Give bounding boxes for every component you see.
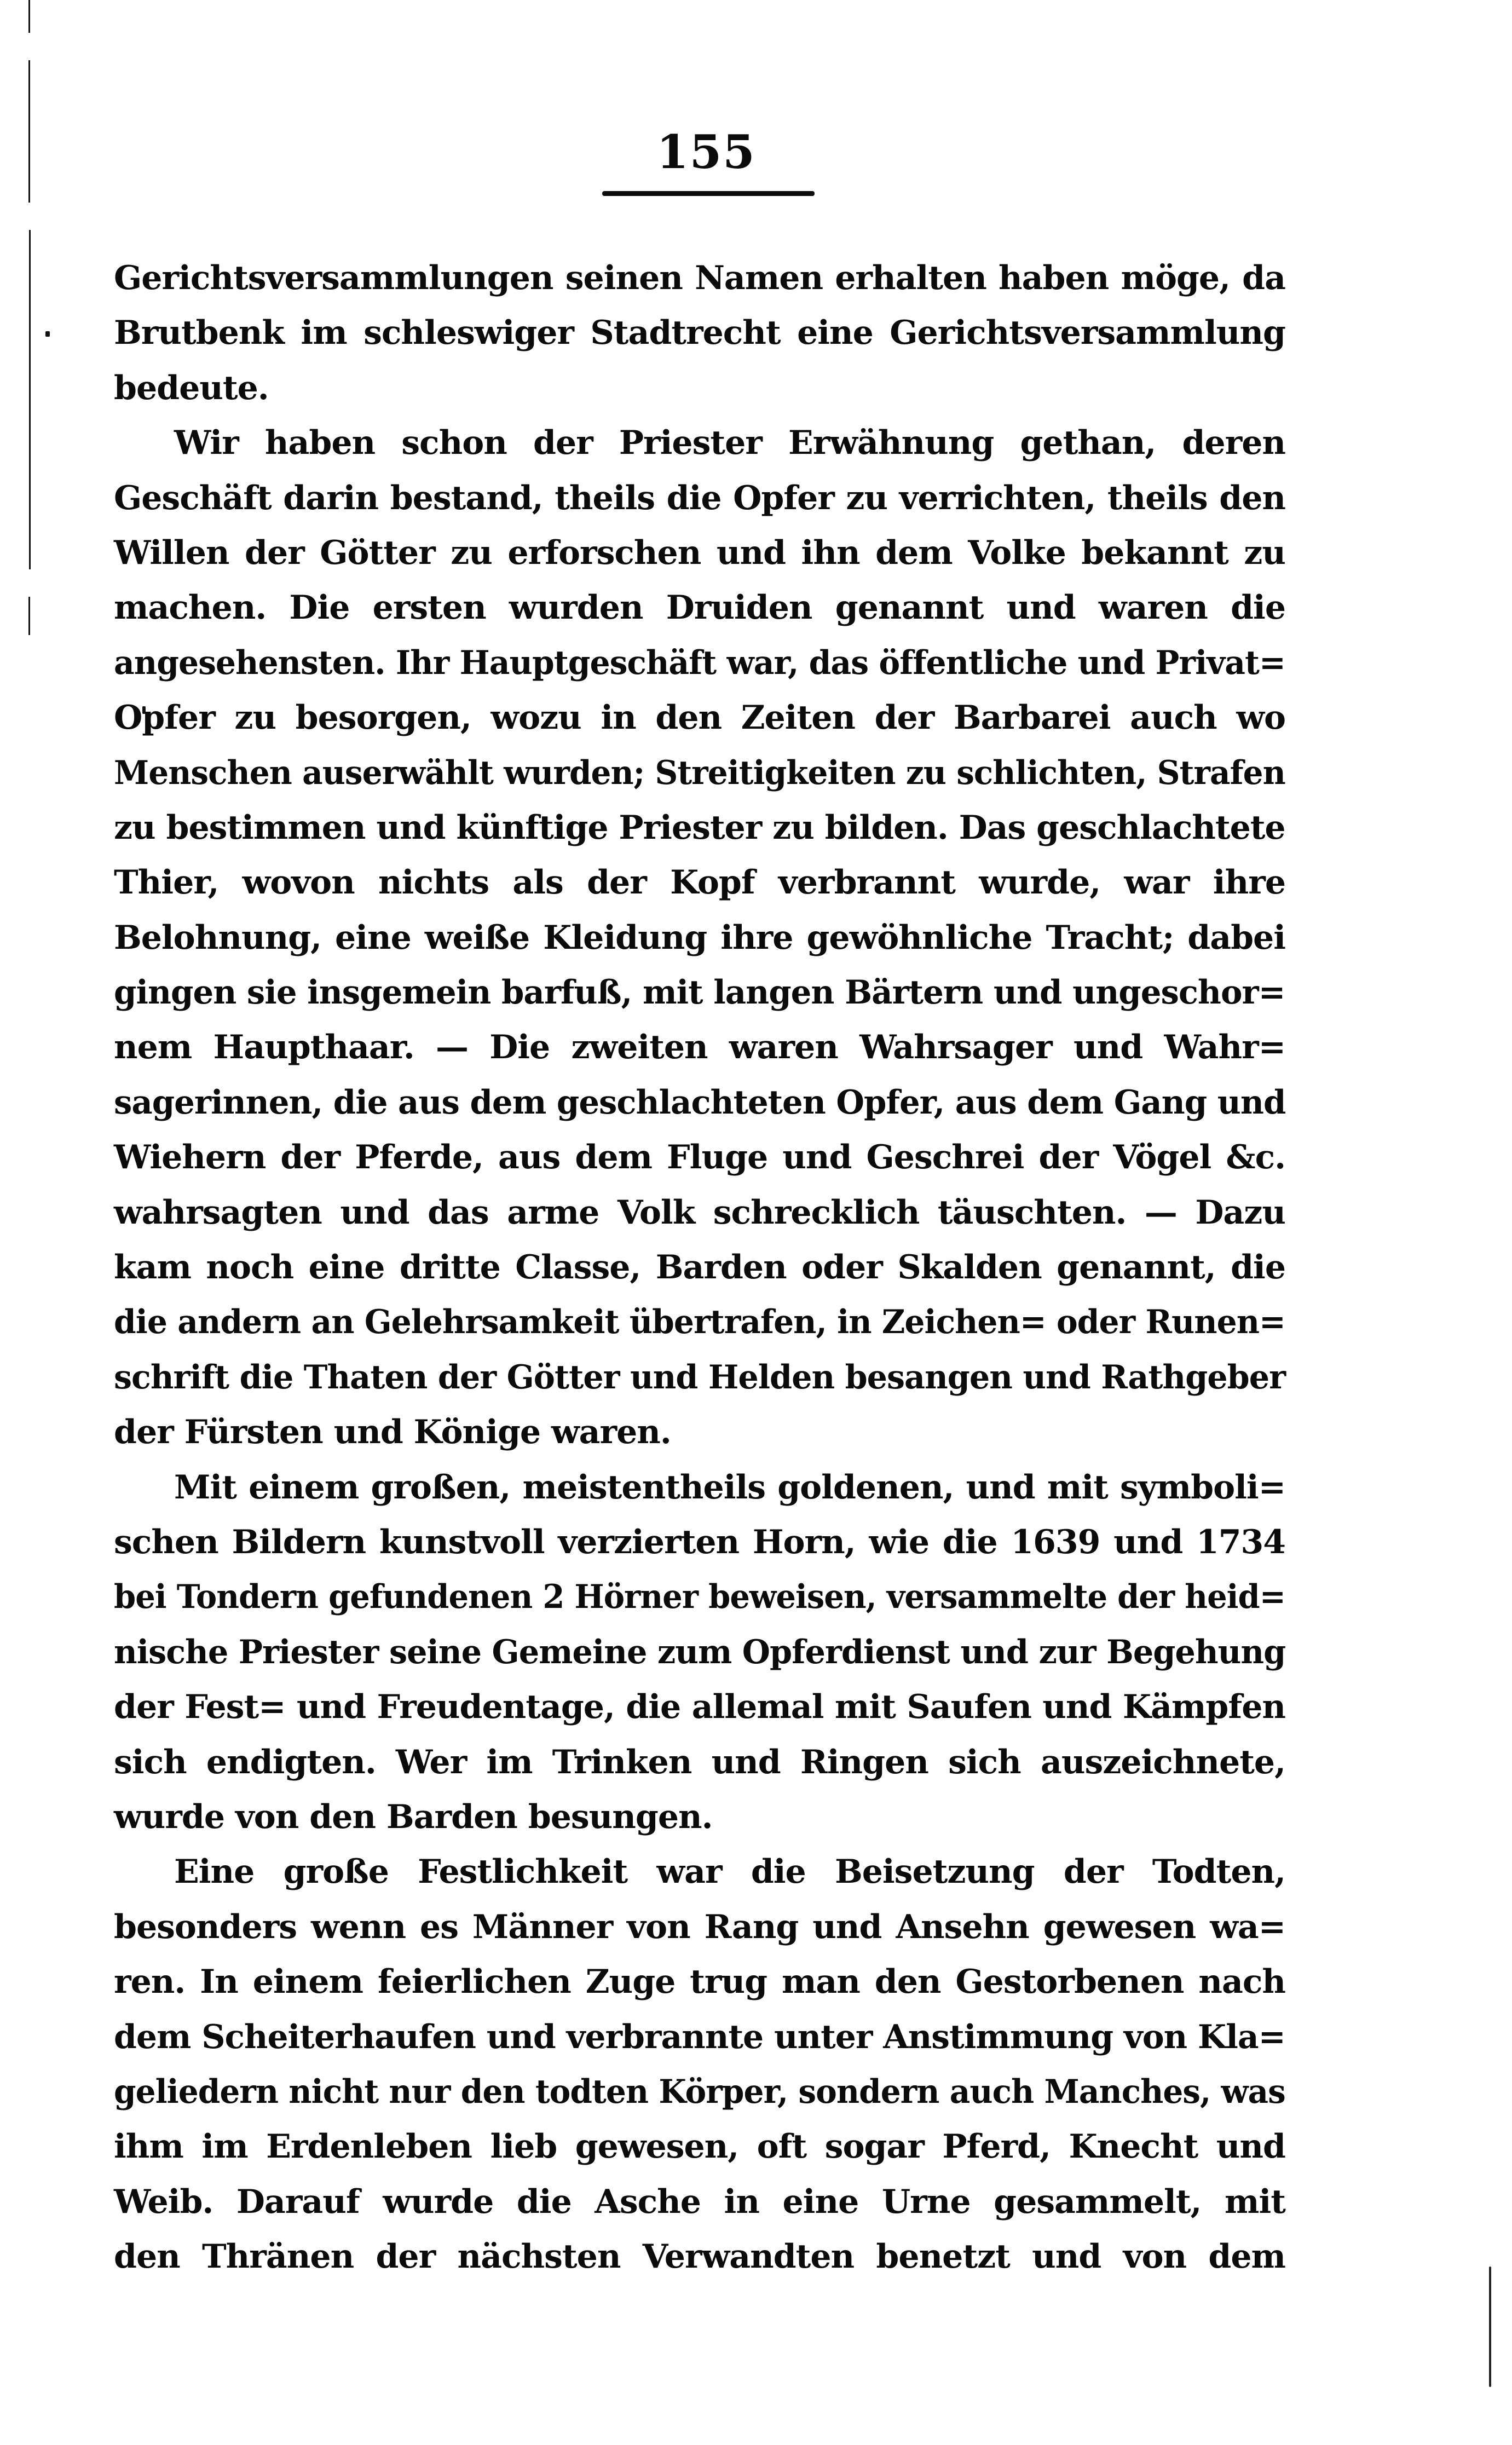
text-line: Opfer zu besorgen, wozu in den Zeiten der Barbarei auch wo xyxy=(114,699,1285,737)
text-line: schen Bildern kunstvoll verzierten Horn, wie die 1639 und 1734 xyxy=(114,1523,1285,1561)
text-line: Gerichtsversammlungen seinen Namen erhalten haben möge, da xyxy=(114,259,1285,297)
text-line: Belohnung, eine weiße Kleidung ihre gewöhnliche Tracht; dabei xyxy=(114,918,1285,957)
text-line: Thier, wovon nichts als der Kopf verbrannt wurde, war ihre xyxy=(114,863,1285,902)
text-line: bedeute. xyxy=(114,368,269,407)
text-line: Mit einem großen, meistentheils goldenen, und mit symboli= xyxy=(174,1468,1285,1507)
text-line: Brutbenk im schleswiger Stadtrecht eine Gerichtsversammlung xyxy=(114,314,1285,353)
text-line: machen. Die ersten wurden Druiden genannt und waren die xyxy=(114,589,1285,627)
text-line: Wiehern der Pferde, aus dem Fluge und Geschrei der Vögel &c. xyxy=(114,1138,1285,1177)
text-line: kam noch eine dritte Classe, Barden oder Skalden genannt, die xyxy=(114,1248,1285,1287)
text-line: sagerinnen, die aus dem geschlachteten Opfer, aus dem Gang und xyxy=(114,1083,1286,1122)
text-line: ihm im Erdenleben lieb gewesen, oft sogar Pferd, Knecht und xyxy=(114,2127,1285,2166)
scan-edge-artifact xyxy=(28,0,31,2445)
text-line: dem Scheiterhaufen und verbrannte unter Anstimmung von Kla= xyxy=(114,2017,1285,2056)
text-line: Willen der Götter zu erforschen und ihn dem Volke bekannt zu xyxy=(114,533,1285,572)
body-text xyxy=(114,251,1285,2284)
text-line: Wir haben schon der Priester Erwähnung gethan, deren xyxy=(174,424,1285,463)
text-line: sich endigten. Wer im Trinken und Ringen sich auszeichnete, xyxy=(114,1743,1285,1781)
text-line: nische Priester seine Gemeine zum Opferdienst und zur Begehung xyxy=(114,1633,1286,1671)
scan-edge-right xyxy=(1489,2267,1491,2387)
text-line: zu bestimmen und künftige Priester zu bilden. Das geschlachtete xyxy=(114,808,1285,847)
text-line: Menschen auserwählt wurden; Streitigkeiten zu schlichten, Strafen xyxy=(114,753,1285,792)
header-rule xyxy=(602,191,815,196)
scan-speck xyxy=(45,331,50,337)
text-line: Weib. Darauf wurde die Asche in eine Urne gesammelt, mit xyxy=(114,2182,1285,2221)
text-line: angesehensten. Ihr Hauptgeschäft war, das öffentliche und Privat= xyxy=(114,643,1285,682)
text-line: der Fest= und Freudentage, die allemal mit Saufen und Kämpfen xyxy=(114,1688,1285,1727)
text-line: die andern an Gelehrsamkeit übertrafen, in Zeichen= oder Runen= xyxy=(114,1303,1285,1342)
text-line: den Thränen der nächsten Verwandten benetzt und von dem xyxy=(114,2238,1285,2276)
text-line: der Fürsten und Könige waren. xyxy=(114,1413,671,1452)
text-line: Eine große Festlichkeit war die Beisetzung der Todten, xyxy=(174,1853,1285,1892)
text-line: schrift die Thaten der Götter und Helden besangen und Rathgeber xyxy=(114,1358,1286,1397)
page-number: 155 xyxy=(656,125,756,179)
text-line: besonders wenn es Männer von Rang und Ansehn gewesen wa= xyxy=(114,1907,1285,1946)
text-line: wahrsagten und das arme Volk schrecklich täuschten. — Dazu xyxy=(114,1193,1285,1232)
text-line: wurde von den Barden besungen. xyxy=(114,1797,713,1836)
text-line: ren. In einem feierlichen Zuge trug man den Gestorbenen nach xyxy=(114,1963,1285,2002)
text-line: bei Tondern gefundenen 2 Hörner beweisen, versammelte der heid= xyxy=(114,1578,1285,1617)
text-line: nem Haupthaar. — Die zweiten waren Wahrsager und Wahr= xyxy=(114,1028,1285,1067)
text-line: gingen sie insgemein barfuß, mit langen Bärtern und ungeschor= xyxy=(114,973,1285,1012)
text-line: Geschäft darin bestand, theils die Opfer zu verrichten, theils den xyxy=(114,478,1285,517)
text-line: geliedern nicht nur den todten Körper, sondern auch Manches, was xyxy=(114,2072,1285,2111)
